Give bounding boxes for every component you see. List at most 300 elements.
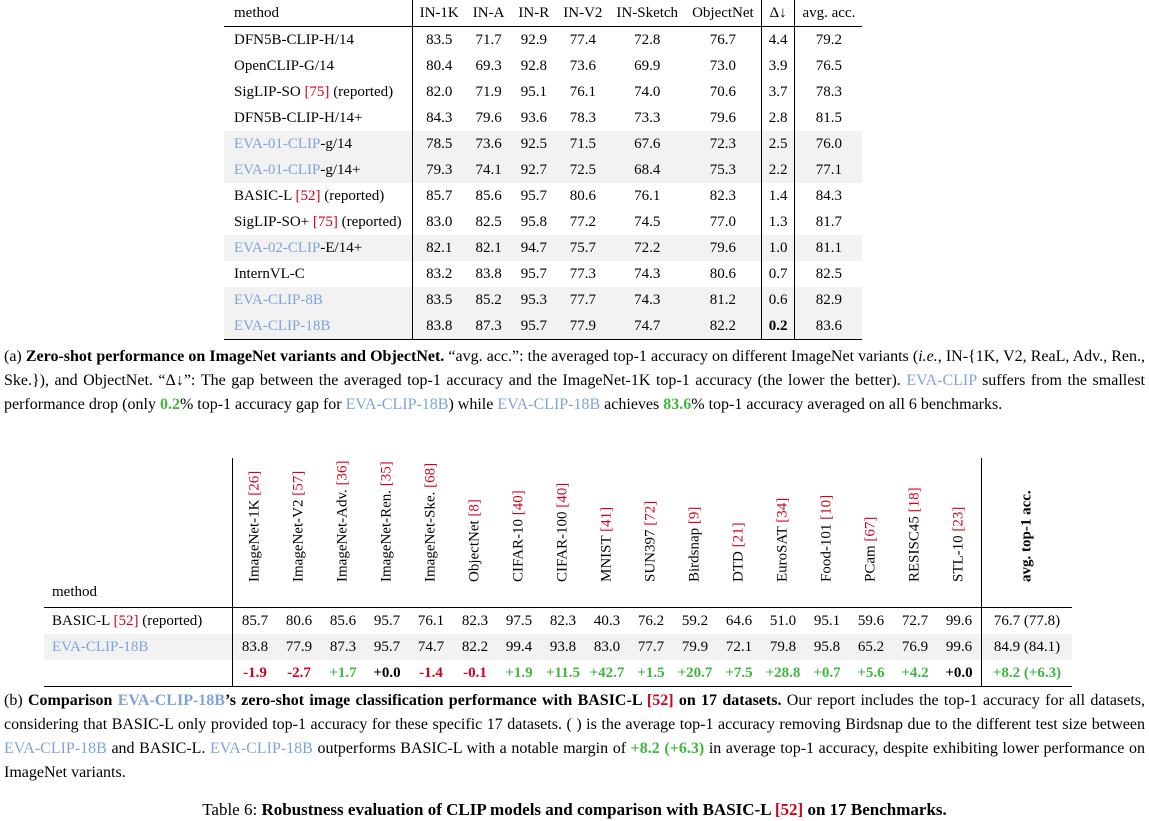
- dataset-name: ObjectNet: [466, 516, 483, 582]
- value-cell: 93.6: [520, 110, 547, 126]
- dataset-header: [585, 458, 629, 608]
- citation-link: [23]: [950, 506, 967, 532]
- model-note: (reported): [320, 188, 385, 204]
- difference-cell: +1.7: [321, 660, 365, 687]
- value-cell: 83.0: [412, 209, 466, 235]
- value-cell: 80.6: [709, 266, 736, 282]
- value-cell: 77.3: [569, 266, 596, 282]
- value-cell: 83.8: [233, 634, 278, 660]
- model-name: BASIC-L: [52, 613, 114, 629]
- citation-link: [36]: [334, 460, 351, 486]
- dataset-header-label: [951, 507, 968, 582]
- value-cell: 95.8: [520, 214, 547, 230]
- value-cell: 2.8: [761, 105, 795, 131]
- model-name: EVA-02-CLIP: [234, 240, 321, 256]
- value-cell: 83.5: [412, 27, 466, 54]
- table-a-header: IN-R: [518, 5, 550, 21]
- value-cell: 74.3: [609, 287, 685, 313]
- value-cell: 92.9: [520, 32, 547, 48]
- avg-value-cell: 84.9 (84.1): [982, 634, 1073, 660]
- model-name: EVA-CLIP: [906, 372, 977, 389]
- dataset-name: ImageNet-Ske.: [422, 487, 439, 582]
- value-cell: 76.2: [637, 613, 665, 629]
- citation-link: [75]: [304, 84, 330, 100]
- method-cell: [224, 313, 412, 340]
- difference-cell: +0.0: [365, 660, 409, 687]
- dataset-name: STL-10: [950, 531, 967, 582]
- value-cell: 77.9: [556, 313, 609, 340]
- difference-cell: +0.0: [937, 660, 982, 687]
- dataset-header: [453, 458, 497, 608]
- value-cell: 82.3: [461, 613, 489, 629]
- table-a-header: IN-V2: [563, 5, 603, 21]
- dataset-header: [409, 458, 453, 608]
- method-cell: [224, 79, 412, 105]
- difference-cell: +7.5: [717, 660, 761, 687]
- citation-link: [18]: [906, 487, 923, 513]
- dataset-name: PCam: [862, 541, 879, 582]
- value-cell: 97.5: [505, 613, 533, 629]
- value-cell: 83.0: [585, 634, 629, 660]
- value-cell: 74.5: [634, 214, 661, 230]
- value-cell: 77.0: [709, 214, 736, 230]
- value-cell: 71.9: [475, 84, 502, 100]
- value-cell: 67.6: [609, 131, 685, 157]
- difference-cell: +1.5: [629, 660, 673, 687]
- table-title: [0, 800, 1149, 820]
- method-cell: [224, 209, 412, 235]
- value-cell: 92.7: [511, 157, 556, 183]
- value-cell: 72.7: [901, 613, 929, 629]
- citation-link: [72]: [642, 500, 659, 526]
- caption-text: “avg. acc.”: the averaged top-1 accuracy on different ImageNet variants (: [444, 348, 919, 365]
- model-name: EVA-CLIP-18B: [52, 639, 149, 655]
- value-cell: 99.4: [497, 634, 541, 660]
- difference-cell: +11.5: [541, 660, 585, 687]
- table-row: [224, 157, 862, 183]
- citation-link: [35]: [378, 461, 395, 487]
- dataset-header: [277, 458, 321, 608]
- value-cell: 92.8: [520, 58, 547, 74]
- value-cell: 81.5: [795, 105, 862, 131]
- method-cell: [44, 660, 233, 687]
- value-cell: 82.5: [475, 214, 502, 230]
- value-cell: 82.1: [466, 235, 512, 261]
- value-cell: 85.6: [329, 613, 357, 629]
- value-cell: 72.2: [609, 235, 685, 261]
- model-name: InternVL-C: [234, 266, 305, 282]
- model-name: EVA-CLIP-18B: [234, 318, 331, 334]
- value-cell: 69.3: [475, 58, 502, 74]
- table-a-header: method: [234, 5, 279, 21]
- value-cell: 79.2: [795, 27, 862, 54]
- table-row: [44, 660, 1072, 687]
- difference-cell: +20.7: [673, 660, 717, 687]
- dataset-name: MNIST: [598, 531, 615, 582]
- dataset-name: DTD: [730, 547, 747, 582]
- caption-text: , IN-{1K, V2, ReaL, Adv., Ren., Ske.}), and ObjectNet. “Δ↓”: The gap between the averaged top-1 accuracy and the ImageNet-1K top-1 accuracy (the lower the better).: [4, 348, 1145, 389]
- value-cell: 71.7: [475, 32, 502, 48]
- difference-cell: +42.7: [585, 660, 629, 687]
- value-cell: 95.8: [805, 634, 849, 660]
- value-cell: 79.9: [673, 634, 717, 660]
- value-cell: 78.3: [795, 79, 862, 105]
- model-name: EVA-CLIP-18B: [345, 396, 449, 413]
- value-cell: 87.3: [466, 313, 512, 340]
- difference-cell: -2.7: [277, 660, 321, 687]
- table-b-method-header: method: [52, 584, 97, 600]
- value-cell: 3.9: [761, 53, 795, 79]
- method-cell: [224, 157, 412, 183]
- table-row: [224, 287, 862, 313]
- method-cell: [224, 287, 412, 313]
- table-row: [224, 235, 862, 261]
- dataset-header: [805, 458, 849, 608]
- value-cell: 95.3: [511, 287, 556, 313]
- table-b: [44, 458, 1072, 687]
- value-cell: 75.7: [556, 235, 609, 261]
- value-cell: 85.6: [475, 188, 502, 204]
- model-note: (reported): [138, 613, 203, 629]
- citation-link: [52]: [646, 692, 674, 709]
- table-a: [224, 0, 862, 340]
- dataset-name: CIFAR-10: [510, 515, 527, 582]
- value-cell: 51.0: [769, 613, 797, 629]
- value-cell: 72.8: [634, 32, 661, 48]
- difference-cell: -1.4: [409, 660, 453, 687]
- table-a-header-row: [224, 0, 862, 27]
- citation-link: [34]: [774, 497, 791, 523]
- highlight-value: (+6.3): [664, 740, 705, 757]
- value-cell: 77.7: [556, 287, 609, 313]
- dataset-header: [717, 458, 761, 608]
- table-a-header: IN-A: [472, 5, 505, 21]
- citation-link: [52]: [113, 613, 139, 629]
- value-cell: 72.5: [556, 157, 609, 183]
- value-cell: 1.4: [761, 183, 795, 209]
- difference-cell: +4.2: [893, 660, 937, 687]
- dataset-header-label: [379, 461, 396, 582]
- value-cell: 95.7: [373, 613, 401, 629]
- citation-link: [57]: [290, 470, 307, 496]
- table-row: [224, 183, 862, 209]
- value-cell: 1.0: [761, 235, 795, 261]
- value-cell: 95.7: [520, 188, 547, 204]
- value-cell: 65.2: [849, 634, 893, 660]
- citation-link: [75]: [312, 214, 338, 230]
- dataset-name: ImageNet-Ren.: [378, 486, 395, 582]
- caption-label: (b): [4, 692, 28, 709]
- method-cell: [224, 261, 412, 287]
- value-cell: 73.3: [634, 110, 661, 126]
- caption-text: ) while: [448, 396, 498, 413]
- dataset-header-label: [687, 507, 704, 582]
- value-cell: 85.2: [466, 287, 512, 313]
- method-cell: [44, 634, 233, 660]
- model-name: SigLIP-SO+: [234, 214, 313, 230]
- value-cell: 79.8: [761, 634, 805, 660]
- value-cell: 95.7: [511, 313, 556, 340]
- value-cell: 40.3: [593, 613, 621, 629]
- table-row: [44, 608, 1072, 635]
- dataset-header-label: [819, 495, 836, 582]
- dataset-name: ImageNet-1K: [246, 495, 263, 582]
- table-row: [224, 53, 862, 79]
- value-cell: 99.6: [945, 613, 973, 629]
- method-cell: [224, 183, 412, 209]
- value-cell: 77.2: [569, 214, 596, 230]
- value-cell: 95.7: [520, 266, 547, 282]
- dataset-header-label: [731, 522, 748, 582]
- model-suffix: -g/14+: [320, 162, 361, 178]
- value-cell: 79.3: [412, 157, 466, 183]
- model-name: EVA-CLIP-18B: [117, 692, 225, 709]
- value-cell: 94.7: [511, 235, 556, 261]
- table-a-header: IN-1K: [412, 0, 466, 27]
- caption-a: [4, 345, 1145, 417]
- dataset-header: [673, 458, 717, 608]
- dataset-header: [233, 458, 278, 608]
- value-cell: 84.3: [412, 105, 466, 131]
- value-cell: 2.2: [761, 157, 795, 183]
- dataset-header: [321, 458, 365, 608]
- caption-text: Our report includes the top-1 accuracy for all datasets, considering that BASIC-L only provided top-1 accuracy for these specific 17 datasets. ( ) is the average top-1 accuracy removing Birdsnap due to the different test size between: [4, 692, 1145, 733]
- table-label: Table 6:: [202, 800, 262, 819]
- dataset-header-label: [643, 501, 660, 582]
- value-cell: 78.5: [412, 131, 466, 157]
- highlight-value: 0.2: [159, 396, 180, 413]
- value-cell: 95.7: [365, 634, 409, 660]
- value-cell: 82.0: [412, 79, 466, 105]
- dataset-header-label: [247, 471, 264, 582]
- value-cell: 72.1: [717, 634, 761, 660]
- table-row: [44, 634, 1072, 660]
- caption-label: (a): [4, 348, 26, 365]
- dataset-header-label: [775, 498, 792, 582]
- table-row: [224, 79, 862, 105]
- difference-cell: -1.9: [233, 660, 278, 687]
- dataset-header: [365, 458, 409, 608]
- value-cell: 71.5: [556, 131, 609, 157]
- value-cell: 83.5: [412, 287, 466, 313]
- dataset-header-label: [467, 499, 484, 582]
- dataset-header-label: [335, 461, 352, 583]
- dataset-name: RESISC45: [906, 512, 923, 582]
- model-name: DFN5B-CLIP-H/14: [234, 32, 355, 48]
- value-cell: 64.6: [725, 613, 753, 629]
- table-a-header: IN-Sketch: [616, 5, 679, 21]
- value-cell: 74.1: [466, 157, 512, 183]
- value-cell: 93.8: [541, 634, 585, 660]
- dataset-header: [541, 458, 585, 608]
- value-cell: 76.1: [417, 613, 445, 629]
- dataset-header-label: [599, 507, 616, 582]
- model-note: (reported): [337, 214, 402, 230]
- table-title-text: Robustness evaluation of CLIP models and comparison with BASIC-L: [261, 800, 775, 819]
- value-cell: 77.1: [795, 157, 862, 183]
- value-cell: 69.9: [634, 58, 661, 74]
- model-name: EVA-CLIP-18B: [497, 396, 601, 413]
- value-cell: 85.7: [233, 608, 278, 635]
- value-cell: 81.2: [685, 287, 761, 313]
- model-name: EVA-CLIP-18B: [4, 740, 107, 757]
- dataset-header-label: [423, 463, 440, 582]
- value-cell: 99.6: [937, 634, 982, 660]
- citation-link: [26]: [246, 470, 263, 496]
- value-cell: 3.7: [761, 79, 795, 105]
- value-cell: 81.7: [795, 209, 862, 235]
- value-cell: 0.6: [761, 287, 795, 313]
- value-cell: 82.2: [685, 313, 761, 340]
- dataset-name: ImageNet-Adv.: [334, 485, 351, 582]
- value-cell: 82.3: [549, 613, 577, 629]
- difference-cell: -0.1: [453, 660, 497, 687]
- value-cell: 75.3: [685, 157, 761, 183]
- value-cell: 84.3: [795, 183, 862, 209]
- difference-cell: +5.6: [849, 660, 893, 687]
- caption-b: [4, 689, 1145, 785]
- value-cell: 87.3: [321, 634, 365, 660]
- value-cell: 79.6: [685, 235, 761, 261]
- caption-title: on 17 datasets.: [673, 692, 782, 709]
- value-cell: 0.7: [761, 261, 795, 287]
- caption-title: ’s zero-shot image classification performance with BASIC-L: [224, 692, 647, 709]
- value-cell: 0.2: [761, 313, 795, 340]
- caption-text: i.e.: [918, 348, 938, 365]
- value-cell: 73.6: [466, 131, 512, 157]
- model-name: SigLIP-SO: [234, 84, 305, 100]
- value-cell: 72.3: [685, 131, 761, 157]
- dataset-name: SUN397: [642, 525, 659, 582]
- model-name: BASIC-L: [234, 188, 296, 204]
- citation-link: [8]: [466, 499, 483, 517]
- value-cell: 81.1: [795, 235, 862, 261]
- value-cell: 80.6: [285, 613, 313, 629]
- value-cell: 79.6: [475, 110, 502, 126]
- difference-cell: +28.8: [761, 660, 805, 687]
- value-cell: 82.3: [709, 188, 736, 204]
- citation-link: [67]: [862, 516, 879, 542]
- citation-link: [52]: [295, 188, 321, 204]
- value-cell: 79.6: [709, 110, 736, 126]
- model-name: OpenCLIP-G/14: [234, 58, 334, 74]
- table-row: [224, 313, 862, 340]
- dataset-name: Birdsnap: [686, 524, 703, 582]
- avg-accuracy-header: [982, 458, 1073, 608]
- value-cell: 74.7: [409, 634, 453, 660]
- table-row: [224, 27, 862, 54]
- value-cell: 82.9: [795, 287, 862, 313]
- value-cell: 77.4: [569, 32, 596, 48]
- table-row: [224, 261, 862, 287]
- value-cell: 76.9: [893, 634, 937, 660]
- value-cell: 80.6: [569, 188, 596, 204]
- value-cell: 4.4: [761, 27, 795, 54]
- citation-link: [52]: [774, 800, 804, 819]
- value-cell: 70.6: [709, 84, 736, 100]
- difference-cell: +1.9: [497, 660, 541, 687]
- dataset-header: [849, 458, 893, 608]
- value-cell: 83.8: [412, 313, 466, 340]
- dataset-name: Food-101: [818, 519, 835, 582]
- value-cell: 78.3: [569, 110, 596, 126]
- value-cell: 59.6: [857, 613, 885, 629]
- dataset-header: [893, 458, 937, 608]
- value-cell: 2.5: [761, 131, 795, 157]
- model-name: EVA-01-CLIP: [234, 136, 321, 152]
- method-cell: [44, 608, 233, 635]
- difference-cell: +0.7: [805, 660, 849, 687]
- value-cell: 95.1: [520, 84, 547, 100]
- value-cell: 82.1: [412, 235, 466, 261]
- value-cell: 76.7: [709, 32, 736, 48]
- value-cell: 76.1: [569, 84, 596, 100]
- table-row: [224, 105, 862, 131]
- model-suffix: -E/14+: [320, 240, 363, 256]
- value-cell: 82.5: [795, 261, 862, 287]
- value-cell: 76.0: [795, 131, 862, 157]
- avg-accuracy-header-label: avg. top-1 acc.: [1018, 490, 1035, 582]
- avg-difference-cell: +8.2 (+6.3): [982, 660, 1073, 687]
- highlight-value: +8.2: [630, 740, 660, 757]
- dataset-header-label: [863, 517, 880, 582]
- caption-text: and BASIC-L.: [106, 740, 211, 757]
- model-name: EVA-CLIP-18B: [210, 740, 313, 757]
- table-title-text: on 17 Benchmarks.: [803, 800, 947, 819]
- caption-text: achieves: [600, 396, 664, 413]
- citation-link: [10]: [818, 494, 835, 520]
- table-row: [224, 131, 862, 157]
- table-a-header: avg. acc.: [795, 0, 862, 27]
- model-name: EVA-01-CLIP: [234, 162, 321, 178]
- dataset-header: [629, 458, 673, 608]
- method-cell: [224, 53, 412, 79]
- citation-link: [9]: [686, 506, 703, 525]
- dataset-header-label: [511, 490, 528, 582]
- model-name: DFN5B-CLIP-H/14+: [234, 110, 363, 126]
- citation-link: [40]: [554, 482, 571, 508]
- model-name: EVA-CLIP-8B: [234, 292, 323, 308]
- value-cell: 77.9: [277, 634, 321, 660]
- caption-text: outperforms BASIC-L with a notable margin of: [312, 740, 631, 757]
- table-a-header: ObjectNet: [692, 5, 754, 21]
- value-cell: 74.7: [609, 313, 685, 340]
- dataset-header-label: [907, 487, 924, 582]
- caption-text: % top-1 accuracy gap for: [179, 396, 346, 413]
- value-cell: 59.2: [681, 613, 709, 629]
- value-cell: 68.4: [609, 157, 685, 183]
- value-cell: 1.3: [761, 209, 795, 235]
- value-cell: 95.1: [813, 613, 841, 629]
- avg-value-cell: 76.7 (77.8): [982, 608, 1073, 635]
- dataset-name: ImageNet-V2: [290, 495, 307, 582]
- caption-title: Comparison: [27, 692, 118, 709]
- method-cell: [224, 27, 412, 54]
- dataset-header: [761, 458, 805, 608]
- value-cell: 83.8: [475, 266, 502, 282]
- value-cell: 76.1: [634, 188, 661, 204]
- highlight-value: 83.6: [663, 396, 692, 413]
- model-suffix: -g/14: [320, 136, 353, 152]
- value-cell: 83.6: [795, 313, 862, 340]
- value-cell: 76.5: [795, 53, 862, 79]
- caption-text: % top-1 accuracy averaged on all 6 benchmarks.: [691, 396, 1003, 413]
- table-a-header: Δ↓: [761, 0, 795, 27]
- caption-title: Zero-shot performance on ImageNet variants and ObjectNet.: [25, 348, 445, 365]
- value-cell: 85.7: [412, 183, 466, 209]
- method-cell: [224, 105, 412, 131]
- value-cell: 80.4: [412, 53, 466, 79]
